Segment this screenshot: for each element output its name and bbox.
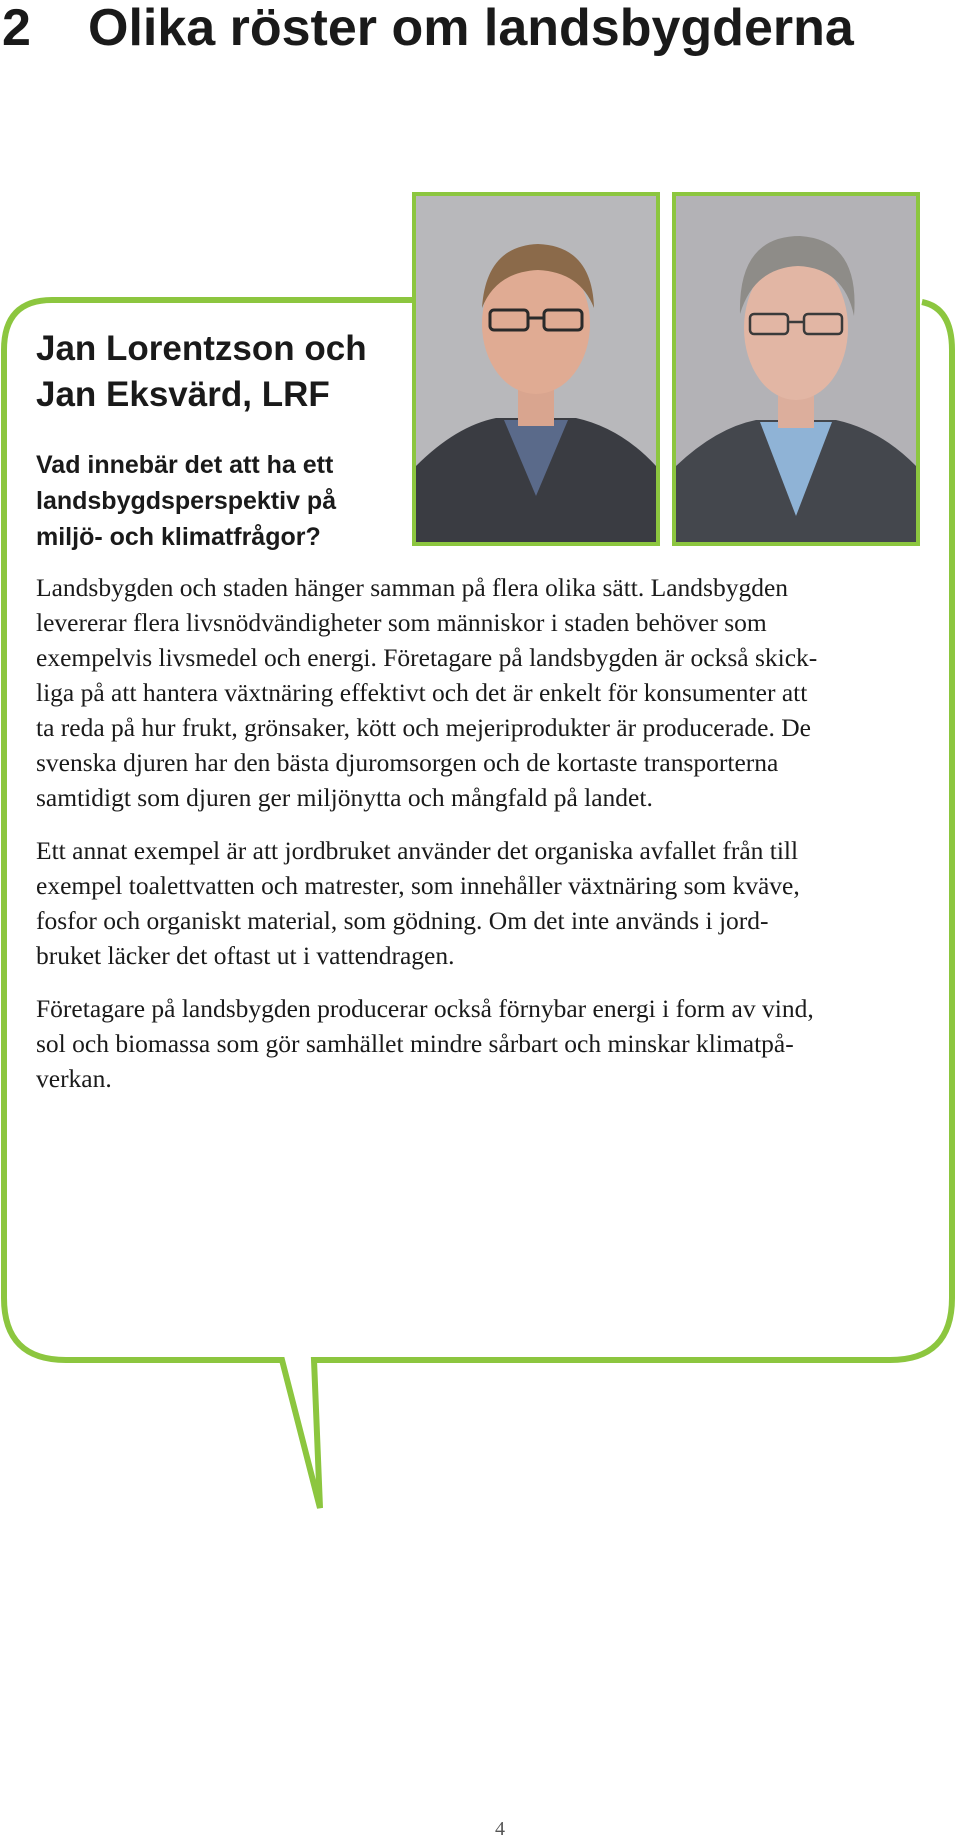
question-line: Vad innebär det att ha ett: [36, 451, 334, 479]
text-line: svenska djuren har den bästa djuromsorgen och de kortaste transporterna: [36, 748, 779, 777]
question-line: landsbygdsperspektiv på: [36, 487, 337, 515]
answer-paragraph-1: [36, 570, 926, 815]
text-line: liga på att hantera växtnäring effektivt och det är enkelt för konsumenter att: [36, 678, 808, 707]
text-line: ta reda på hur frukt, grönsaker, kött och mejeriprodukter är producerade. De: [36, 713, 811, 742]
text-line: bruket läcker det oftast ut i vattendragen.: [36, 941, 455, 970]
text-line: exempel toalettvatten och matrester, som innehåller växtnäring som kväve,: [36, 871, 800, 900]
portrait-photo-1: [412, 192, 660, 546]
portrait-image: [416, 196, 656, 542]
question-line: miljö- och klimatfrågor?: [36, 523, 321, 551]
text-line: verkan.: [36, 1064, 112, 1093]
chapter-number: 2: [2, 0, 31, 57]
text-line: Landsbygden och staden hänger samman på flera olika sätt. Landsbygden: [36, 573, 789, 602]
page-number: 4: [495, 1818, 505, 1840]
text-line: sol och biomassa som gör samhället mindre sårbart och minskar klimatpå-: [36, 1029, 794, 1058]
text-line: samtidigt som djuren ger miljönytta och mångfald på landet.: [36, 783, 653, 812]
interviewee-names: [36, 326, 406, 418]
text-line: Företagare på landsbygden producerar också förnybar energi i form av vind,: [36, 994, 814, 1023]
text-line: Ett annat exempel är att jordbruket använder det organiska avfallet från till: [36, 836, 799, 865]
chapter-title: Olika röster om landsbygderna: [88, 0, 854, 57]
answer-paragraph-3: [36, 991, 926, 1096]
portrait-image: [676, 196, 916, 542]
name-line: Jan Lorentzson och: [36, 329, 367, 368]
answer-text: [36, 570, 926, 1114]
text-line: exempelvis livsmedel och energi. Företagare på landsbygden är också skick-: [36, 643, 818, 672]
portrait-photo-2: [672, 192, 920, 546]
answer-paragraph-2: [36, 833, 926, 973]
name-line: Jan Eksvärd, LRF: [36, 375, 330, 414]
interview-question: [36, 447, 396, 555]
text-line: fosfor och organiskt material, som gödning. Om det inte används i jord-: [36, 906, 769, 935]
text-line: levererar flera livsnödvändigheter som människor i staden behöver som: [36, 608, 767, 637]
